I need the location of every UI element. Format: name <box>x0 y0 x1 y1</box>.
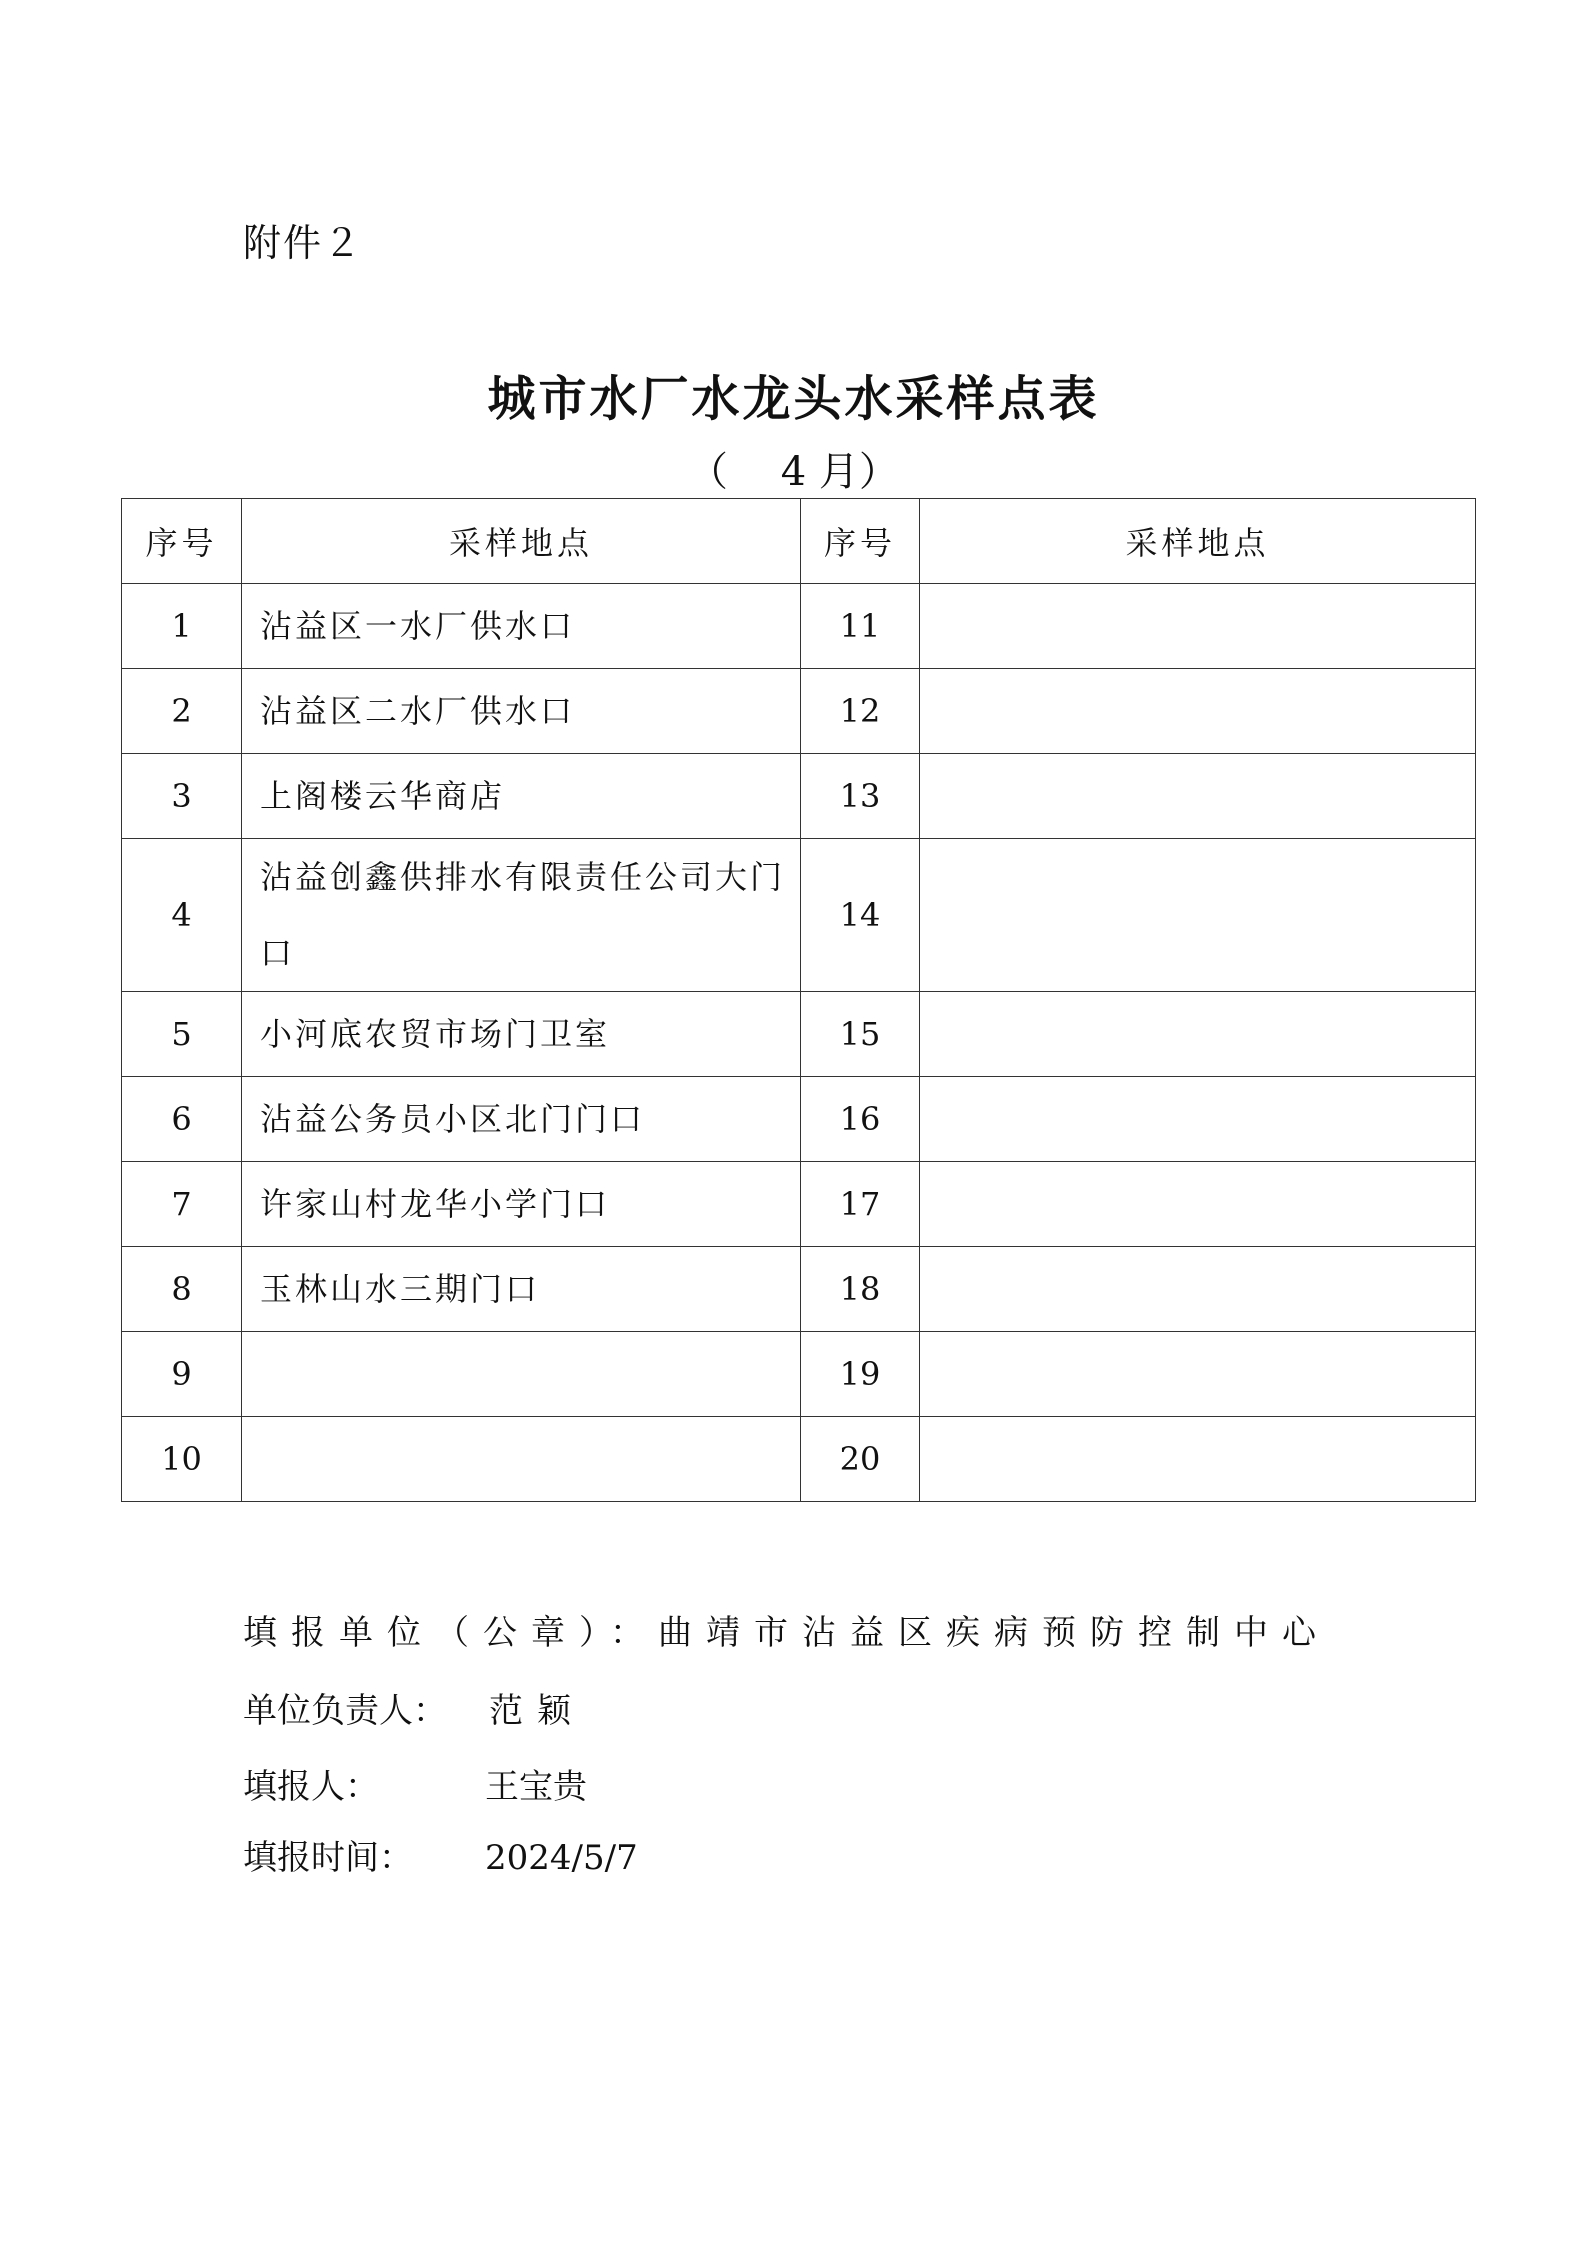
header-index-2: 序号 <box>801 499 920 584</box>
header-location-2: 采样地点 <box>920 499 1476 584</box>
table-row <box>122 1332 1476 1417</box>
table-row <box>122 1162 1476 1247</box>
table-row <box>122 1077 1476 1162</box>
row-index: 10 <box>122 1417 242 1502</box>
row-location <box>920 1247 1476 1332</box>
table-row <box>122 1417 1476 1502</box>
row-index: 9 <box>122 1332 242 1417</box>
row-index: 19 <box>801 1332 920 1417</box>
row-index: 5 <box>122 992 242 1077</box>
unit-head-line <box>243 1683 585 1732</box>
attachment-label: 附件２ <box>243 221 364 265</box>
row-index: 16 <box>801 1077 920 1162</box>
unit-head-name: 范颖 <box>489 1691 585 1731</box>
row-location <box>242 1332 801 1417</box>
row-location <box>920 584 1476 669</box>
row-location <box>920 992 1476 1077</box>
reporting-unit-line: 填报单位（公章）：曲靖市沾益区疾病预防控制中心 <box>243 1613 1330 1653</box>
row-location: 沾益区二水厂供水口 <box>242 669 801 754</box>
row-index: 3 <box>122 754 242 839</box>
row-location <box>920 1417 1476 1502</box>
table-row <box>122 669 1476 754</box>
table-header-row <box>122 499 1476 584</box>
row-location <box>920 669 1476 754</box>
row-index: 6 <box>122 1077 242 1162</box>
row-index: 13 <box>801 754 920 839</box>
row-location: 许家山村龙华小学门口 <box>242 1162 801 1247</box>
row-index: 18 <box>801 1247 920 1332</box>
row-index: 1 <box>122 584 242 669</box>
table-row <box>122 992 1476 1077</box>
sampling-table <box>121 498 1476 1502</box>
header-location-1: 采样地点 <box>242 499 801 584</box>
row-index: 8 <box>122 1247 242 1332</box>
row-index: 7 <box>122 1162 242 1247</box>
row-index: 2 <box>122 669 242 754</box>
row-location: 小河底农贸市场门卫室 <box>242 992 801 1077</box>
row-location: 沾益创鑫供排水有限责任公司大门口 <box>242 839 801 992</box>
row-index: 20 <box>801 1417 920 1502</box>
row-location: 玉林山水三期门口 <box>242 1247 801 1332</box>
filler-label: 填报人： <box>243 1767 379 1807</box>
table-row <box>122 584 1476 669</box>
row-location <box>920 839 1476 992</box>
row-location <box>920 1332 1476 1417</box>
filler-line <box>243 1759 587 1808</box>
report-date-line <box>243 1830 638 1879</box>
row-index: 14 <box>801 839 920 992</box>
row-index: 17 <box>801 1162 920 1247</box>
table-row <box>122 754 1476 839</box>
row-index: 15 <box>801 992 920 1077</box>
row-index: 4 <box>122 839 242 992</box>
row-index: 11 <box>801 584 920 669</box>
row-index: 12 <box>801 669 920 754</box>
row-location: 沾益区一水厂供水口 <box>242 584 801 669</box>
row-location <box>242 1417 801 1502</box>
month-label: （ 4 月） <box>688 449 899 495</box>
row-location <box>920 754 1476 839</box>
header-index-1: 序号 <box>122 499 242 584</box>
row-location: 沾益公务员小区北门门口 <box>242 1077 801 1162</box>
row-location <box>920 1077 1476 1162</box>
table-row <box>122 839 1476 992</box>
table-row <box>122 1247 1476 1332</box>
row-location <box>920 1162 1476 1247</box>
row-location: 上阁楼云华商店 <box>242 754 801 839</box>
unit-head-label: 单位负责人： <box>243 1691 447 1731</box>
filler-name: 王宝贵 <box>485 1767 587 1807</box>
report-date-value: 2024/5/7 <box>485 1838 638 1878</box>
report-date-label: 填报时间： <box>243 1838 413 1878</box>
page-title: 城市水厂水龙头水采样点表 <box>487 371 1100 427</box>
